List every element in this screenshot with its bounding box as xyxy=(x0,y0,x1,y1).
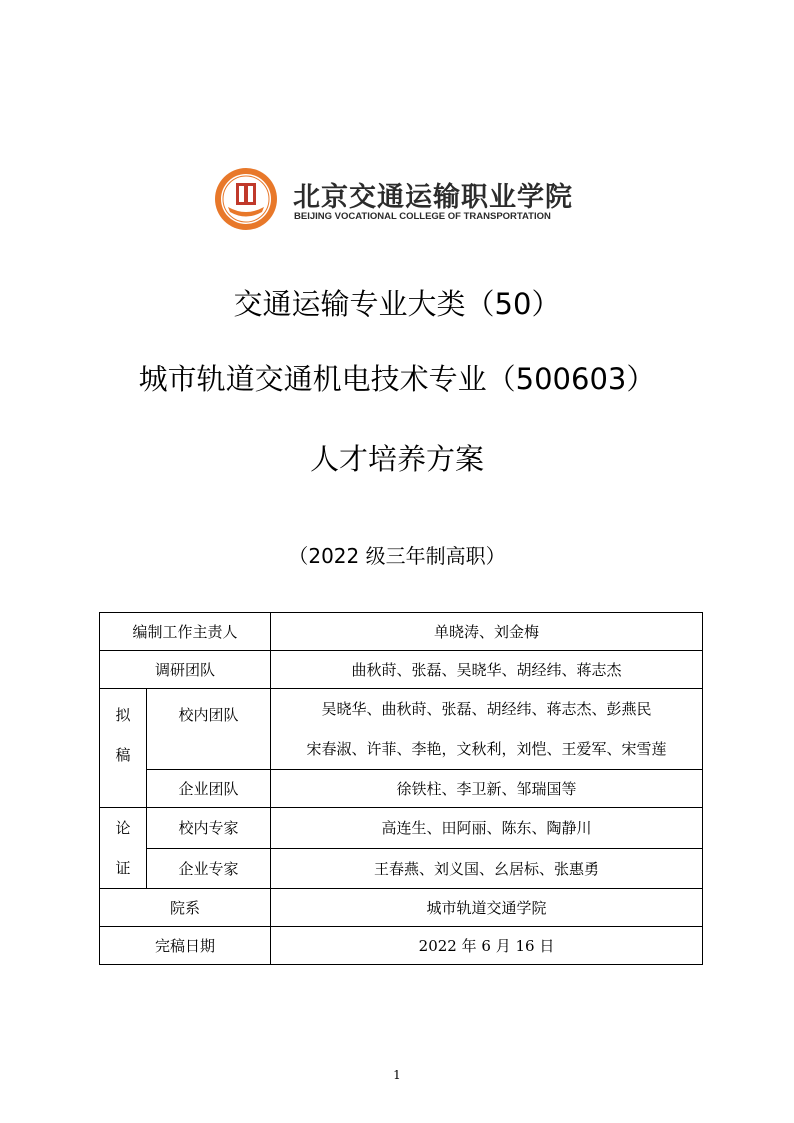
table-cell-label: 企业团队 xyxy=(147,770,271,808)
group-char: 拟 xyxy=(115,706,131,724)
group-char: 论 xyxy=(115,819,131,837)
group-char: 证 xyxy=(115,859,131,877)
page-number: 1 xyxy=(393,1068,401,1082)
table-cell-label: 校内团队 xyxy=(147,689,271,770)
group-char: 稿 xyxy=(115,746,131,764)
table-cell-label: 调研团队 xyxy=(100,651,271,689)
table-cell-value: 城市轨道交通学院 xyxy=(271,889,703,927)
table-cell-group-argue xyxy=(100,808,147,889)
table-cell-value: 2022 年 6 月 16 日 xyxy=(271,927,703,965)
table-cell-group-draft xyxy=(100,689,147,808)
info-table xyxy=(99,612,703,965)
college-emblem-icon xyxy=(214,167,278,231)
table-row xyxy=(100,889,703,927)
table-cell-label: 校内专家 xyxy=(147,808,271,849)
table-cell-value: 高连生、田阿丽、陈东、陶静川 xyxy=(271,808,703,849)
table-row xyxy=(100,770,703,808)
title-plan: 人才培养方案 xyxy=(309,442,484,476)
college-name-cn: 北京交通运输职业学院 xyxy=(293,182,573,213)
table-row xyxy=(100,808,703,849)
college-logo xyxy=(214,167,574,233)
table-row xyxy=(100,848,703,889)
table-cell-value: 吴晓华、曲秋莳、张磊、胡经纬、蒋志杰、彭燕民 宋春淑、许菲、李艳，文秋利，刘恺、王爱军、宋雪莲 xyxy=(271,689,703,770)
title-major-category: 交通运输专业大类（50） xyxy=(233,287,561,321)
table-cell-label: 院系 xyxy=(100,889,271,927)
title-major-name: 城市轨道交通机电技术专业（500603） xyxy=(138,362,656,396)
table-cell-label: 编制工作主责人 xyxy=(100,613,271,651)
table-row xyxy=(100,689,703,770)
table-cell-value: 王春燕、刘义国、幺居标、张惠勇 xyxy=(271,848,703,889)
table-row xyxy=(100,613,703,651)
subtitle-year: （2022 级三年制高职） xyxy=(288,544,506,568)
table-cell-label: 企业专家 xyxy=(147,848,271,889)
college-name-en: BEIJING VOCATIONAL COLLEGE OF TRANSPORTATION xyxy=(294,211,551,222)
table-row xyxy=(100,927,703,965)
table-cell-value: 单晓涛、刘金梅 xyxy=(271,613,703,651)
table-cell-value: 徐铁柱、李卫新、邹瑞国等 xyxy=(271,770,703,808)
table-cell-value: 曲秋莳、张磊、吴晓华、胡经纬、蒋志杰 xyxy=(271,651,703,689)
table-row xyxy=(100,651,703,689)
table-cell-label: 完稿日期 xyxy=(100,927,271,965)
